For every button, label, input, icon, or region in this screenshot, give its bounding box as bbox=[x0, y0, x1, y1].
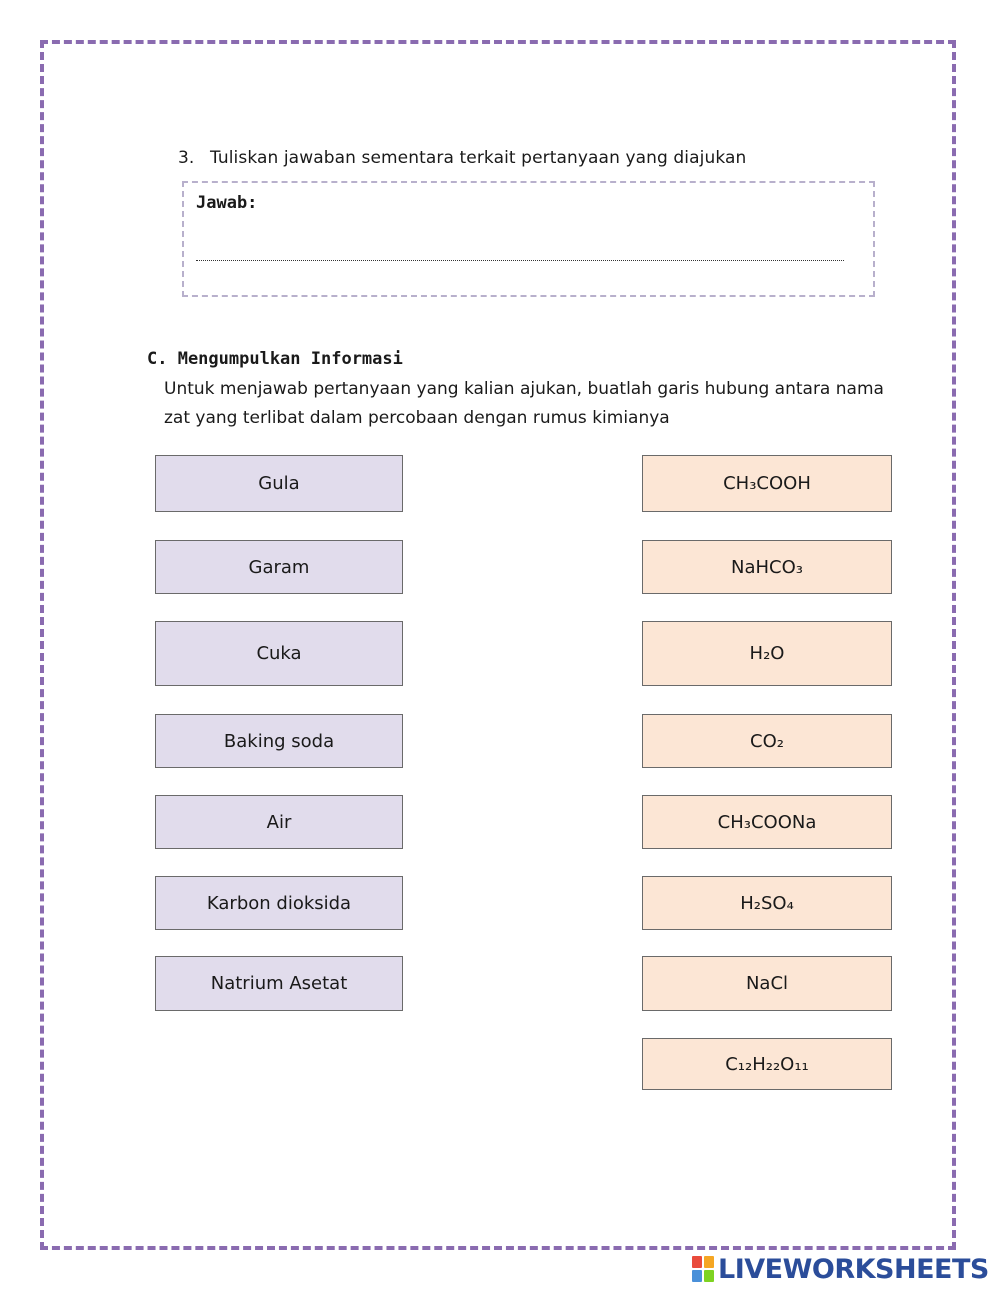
logo-block bbox=[704, 1256, 714, 1268]
name-card[interactable]: Air bbox=[155, 795, 403, 849]
formula-card[interactable]: H₂SO₄ bbox=[642, 876, 892, 930]
name-card[interactable]: Garam bbox=[155, 540, 403, 594]
formula-card[interactable]: NaCl bbox=[642, 956, 892, 1011]
section-title: C. Mengumpulkan Informasi bbox=[147, 349, 403, 369]
name-card[interactable]: Natrium Asetat bbox=[155, 956, 403, 1011]
logo-block bbox=[692, 1256, 702, 1268]
logo-text: LIVEWORKSHEETS bbox=[718, 1253, 989, 1285]
answer-box[interactable] bbox=[182, 181, 875, 297]
formula-card[interactable]: CH₃COOH bbox=[642, 455, 892, 512]
logo-block bbox=[704, 1270, 714, 1282]
question-3 bbox=[178, 148, 746, 168]
name-card[interactable]: Gula bbox=[155, 455, 403, 512]
answer-label: Jawab: bbox=[196, 193, 258, 213]
formula-card[interactable]: C₁₂H₂₂O₁₁ bbox=[642, 1038, 892, 1090]
logo-blocks-icon bbox=[692, 1256, 714, 1282]
formula-card[interactable]: CO₂ bbox=[642, 714, 892, 768]
liveworksheets-logo bbox=[692, 1254, 989, 1284]
formula-card[interactable]: CH₃COONa bbox=[642, 795, 892, 849]
name-card[interactable]: Baking soda bbox=[155, 714, 403, 768]
name-card[interactable]: Karbon dioksida bbox=[155, 876, 403, 930]
question-text: Tuliskan jawaban sementara terkait pertanyaan yang diajukan bbox=[209, 148, 747, 168]
answer-line[interactable] bbox=[196, 260, 844, 261]
logo-block bbox=[692, 1270, 702, 1282]
name-card[interactable]: Cuka bbox=[155, 621, 403, 686]
question-number: 3. bbox=[178, 148, 195, 168]
section-instruction: Untuk menjawab pertanyaan yang kalian ajukan, buatlah garis hubung antara nama zat yang terlibat dalam percobaan dengan rumus kimianya bbox=[164, 379, 884, 428]
formula-card[interactable]: NaHCO₃ bbox=[642, 540, 892, 594]
formula-card[interactable]: H₂O bbox=[642, 621, 892, 686]
